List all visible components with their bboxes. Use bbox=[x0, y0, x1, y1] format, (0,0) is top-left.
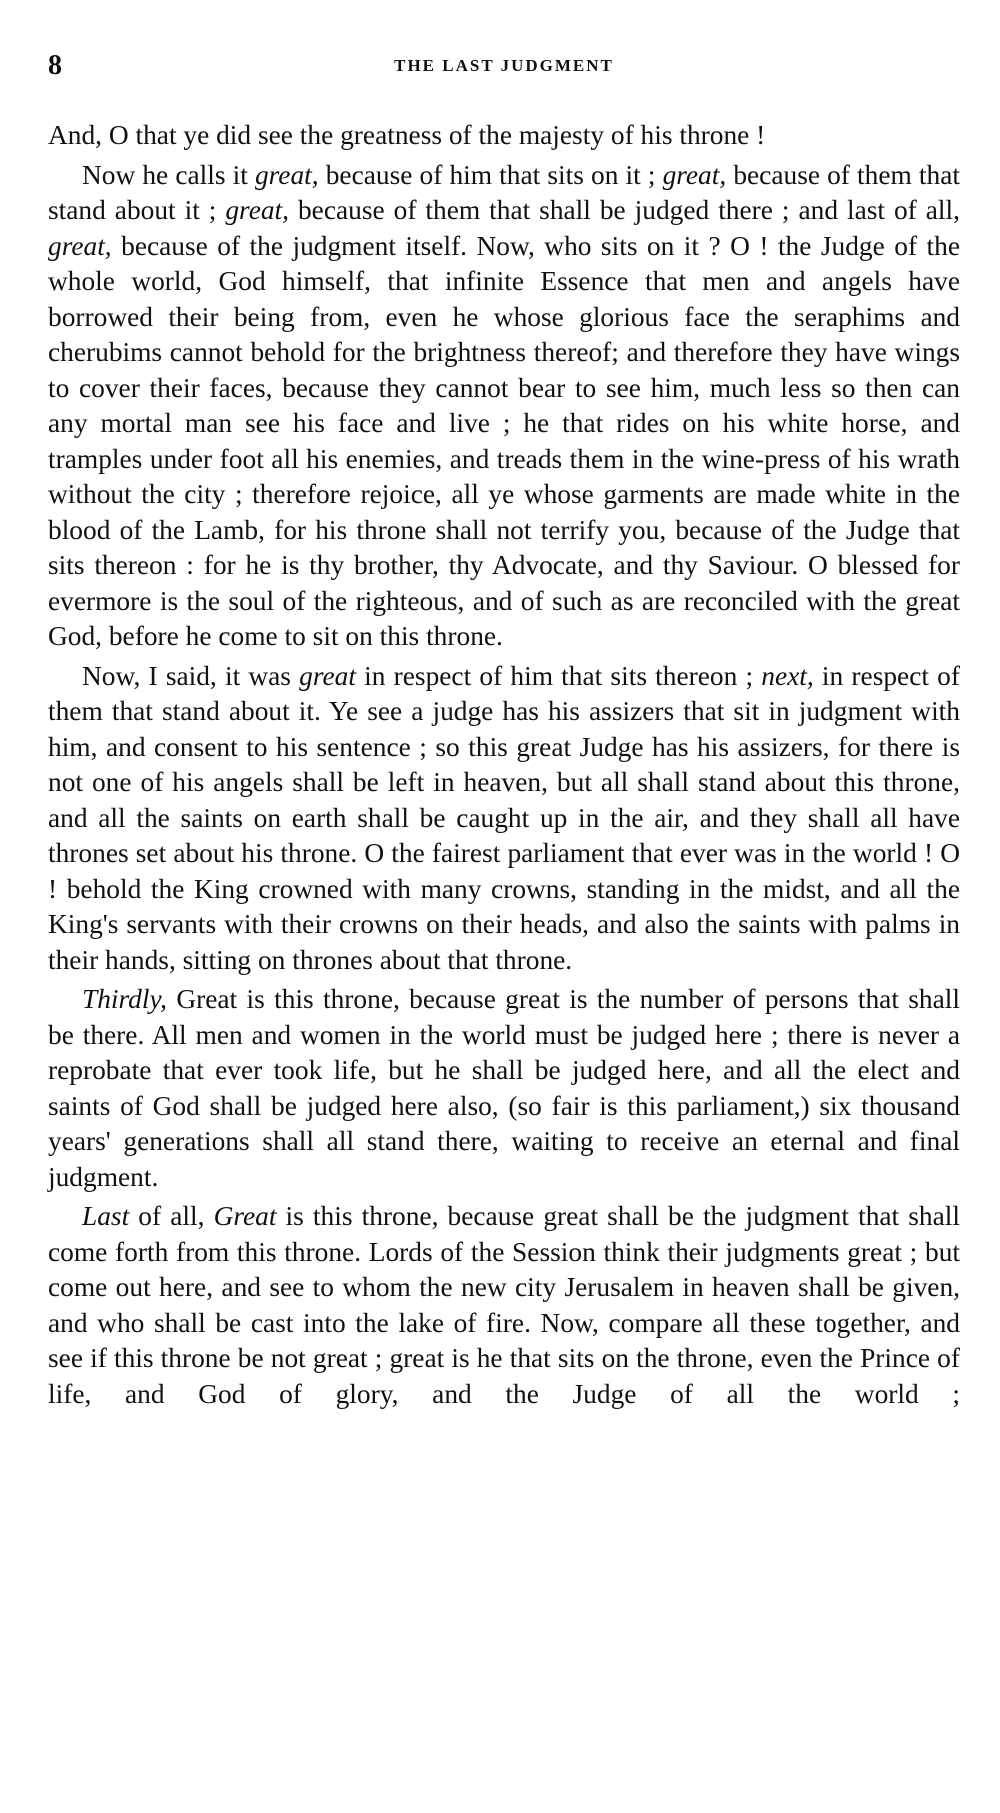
italic-text-run: great, bbox=[225, 195, 290, 225]
paragraph bbox=[48, 659, 960, 979]
text-run: in respect of them that stand about it. Ye see a judge has his assizers that sit in judgment with him, and consent to his sentence ; so this great Judge has his assizers, for there is not one of his angels shall be left in heaven, but all shall stand about this throne, and all the saints on earth shall be caught up in the air, and they shall all have thrones set about his throne. O the fairest parliament that ever was in the world ! O ! behold the King crowned with many crowns, standing in the midst, and all the King's servants with their crowns on their heads, and also the saints with palms in their hands, sitting on thrones about that throne. bbox=[48, 660, 960, 975]
page-number: 8 bbox=[48, 50, 62, 81]
italic-text-run: great, bbox=[662, 159, 727, 190]
italic-text-run: great bbox=[299, 660, 356, 691]
italic-text-run: Thirdly, bbox=[82, 984, 167, 1014]
text-run: Now, I said, it was bbox=[82, 660, 300, 691]
italic-text-run: Last bbox=[82, 1201, 130, 1231]
italic-text-run: next, bbox=[761, 660, 814, 691]
text-run: because of the judgment itself. Now, who sits on it ? O ! the Judge of the whole world, God himself, that infinite Essence that men and angels have borrowed their being from, even he whose glorious face the seraphims and cherubims cannot behold for the brightness thereof; and therefore they have wings to cover their faces, because they cannot bear to see him, much less so then can any mortal man see his face and live ; he that rides on his white horse, and tramples under foot all his enemies, and treads them in the wine-press of his wrath without the city ; therefore rejoice, all ye whose garments are made white in the blood of the Lamb, for his throne shall not terrify you, because of the Judge that sits thereon : for he is thy brother, thy Advocate, and thy Saviour. O blessed for evermore is the soul of the righteous, and of such as are reconciled with the great God, before he come to sit on this throne. bbox=[48, 230, 960, 651]
paragraph bbox=[48, 158, 960, 655]
italic-text-run: great, bbox=[48, 230, 112, 261]
book-page bbox=[48, 50, 960, 1416]
italic-text-run: great, bbox=[254, 159, 319, 190]
running-title: THE LAST JUDGMENT bbox=[394, 56, 614, 75]
body-text bbox=[48, 118, 960, 1412]
paragraph bbox=[48, 1199, 960, 1412]
text-run: is this throne, because great shall be the judgment that shall come forth from this throne. Lords of the Session think their judgments great ; but come out here, and see to whom the new city Jerusalem in heaven shall be given, and who shall be cast into the lake of fire. Now, compare all these together, and see if this throne be not great ; great is he that sits on the throne, even the Prince of life, and God of glory, and the Judge of all the world ; bbox=[48, 1201, 960, 1409]
text-run: And, O that ye did see the greatness of the majesty of his throne ! bbox=[48, 120, 766, 150]
text-run: because of him that sits on it ; bbox=[318, 159, 663, 190]
text-run: of all, bbox=[129, 1201, 214, 1231]
page-header bbox=[48, 50, 960, 90]
text-run: because of them that shall be judged there ; and last of all, bbox=[289, 195, 960, 225]
italic-text-run: Great bbox=[213, 1201, 277, 1231]
text-run: because of them that stand about it ; bbox=[48, 159, 960, 225]
paragraph bbox=[48, 118, 960, 154]
text-run: Now he calls it bbox=[82, 159, 255, 190]
text-run: in respect of him that sits thereon ; bbox=[355, 660, 762, 691]
paragraph bbox=[48, 982, 960, 1195]
text-run: Great is this throne, because great is the number of persons that shall be there. All men and women in the world must be judged here ; there is never a reprobate that ever took life, but he shall be judged here, and all the elect and saints of God shall be judged here also, (so fair is this parliament,) six thousand years' generations shall all stand there, waiting to receive an eternal and final judgment. bbox=[48, 984, 960, 1192]
